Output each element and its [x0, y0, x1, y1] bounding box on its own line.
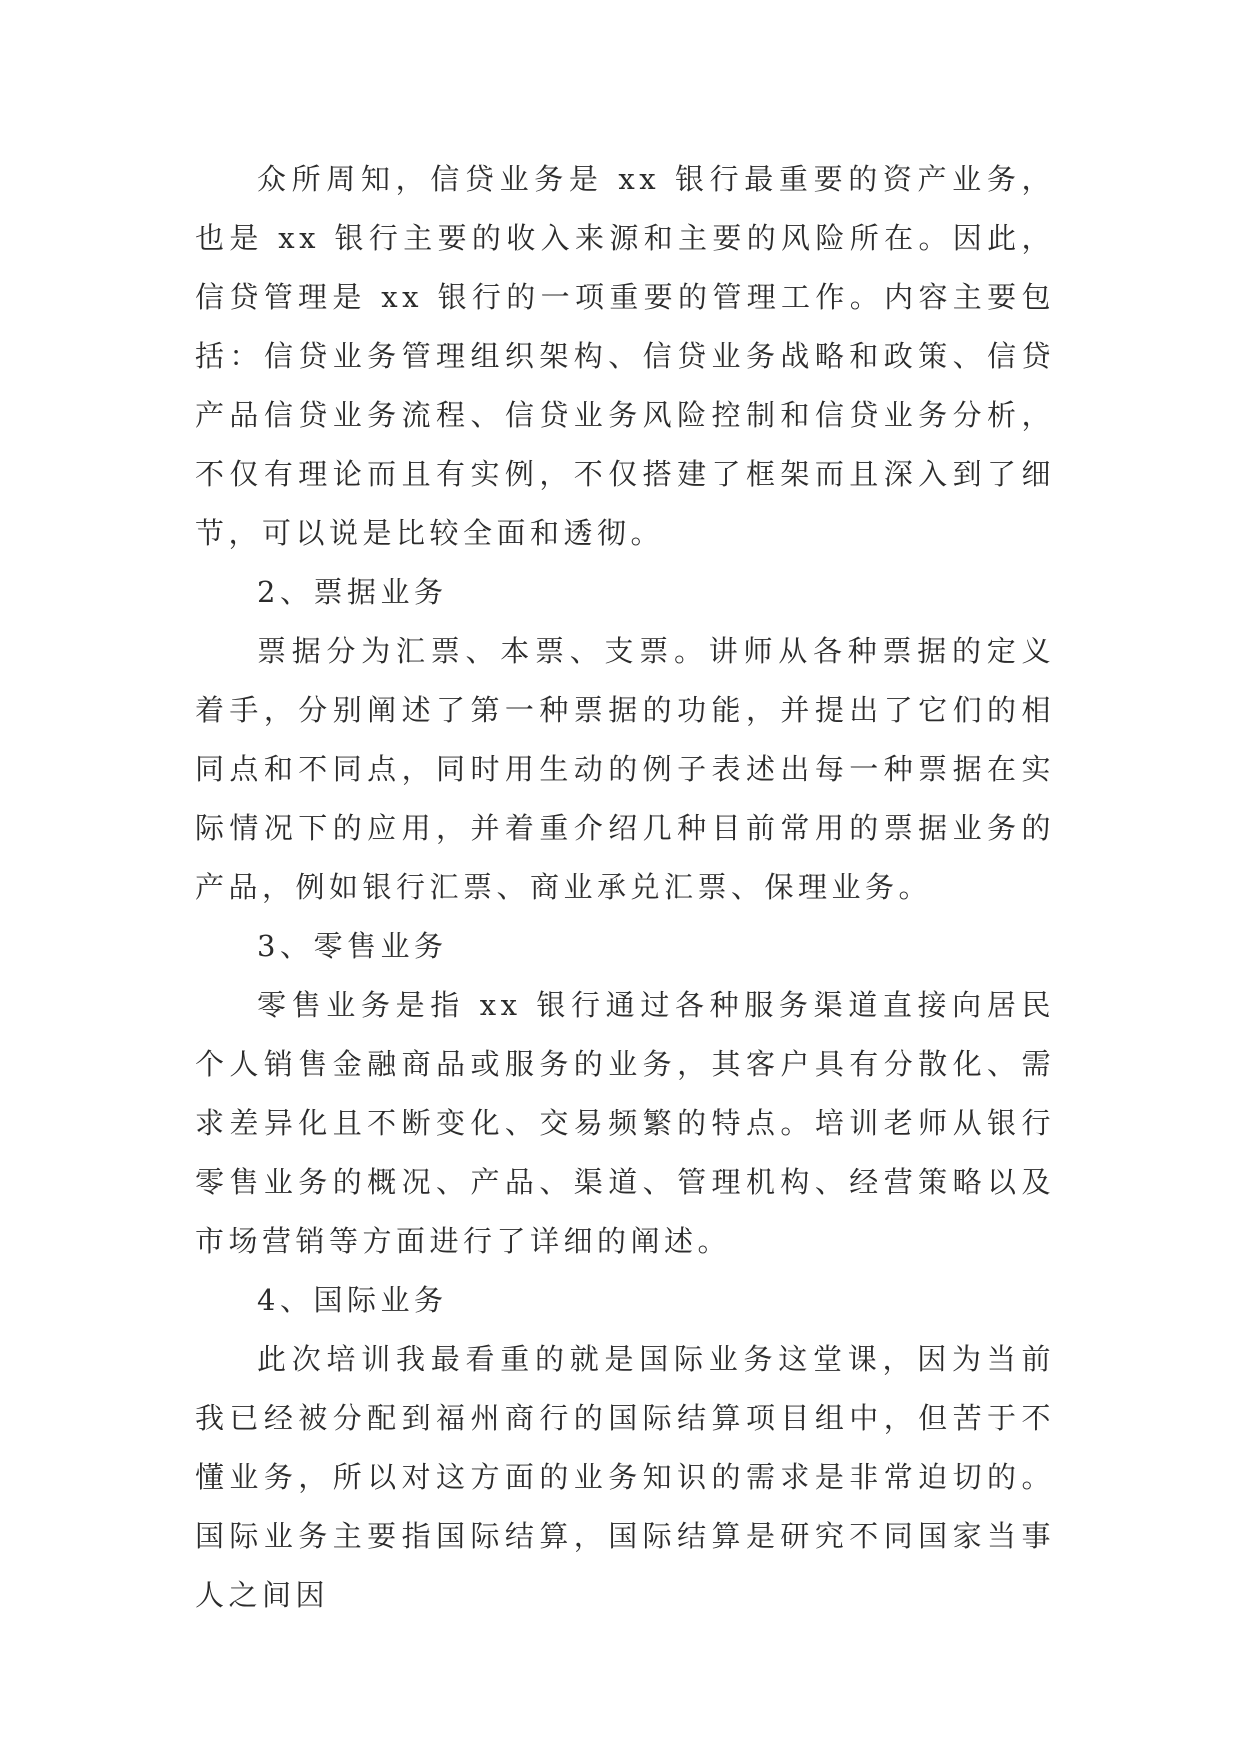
heading-bill-business: 2、票据业务 — [257, 575, 448, 609]
heading-international-business: 4、国际业务 — [257, 1283, 448, 1317]
paragraph-international-business: 此次培训我最看重的就是国际业务这堂课，因为当前我已经被分配到福州商行的国际结算项目组中，但苦于不懂业务，所以对这方面的业务知识的需求是非常迫切的。国际业务主要指国际结算，国际结算是研究不同国家当事人之间因 — [195, 1342, 1055, 1612]
paragraph-credit-business: 众所周知，信贷业务是 xx 银行最重要的资产业务，也是 xx 银行主要的收入来源和主要的风险所在。因此，信贷管理是 xx 银行的一项重要的管理工作。内容主要包括：信贷业务管理组织架构、信贷业务战略和政策、信贷产品信贷业务流程、信贷业务风险控制和信贷业务分析，不仅有理论而且有实例，不仅搭建了框架而且深入到了细节，可以说是比较全面和透彻。 — [195, 162, 1055, 550]
heading-retail-business: 3、零售业务 — [257, 929, 448, 963]
document-page — [195, 150, 1055, 1625]
paragraph-bill-business: 票据分为汇票、本票、支票。讲师从各种票据的定义着手，分别阐述了第一种票据的功能，并提出了它们的相同点和不同点，同时用生动的例子表述出每一种票据在实际情况下的应用，并着重介绍几种目前常用的票据业务的产品，例如银行汇票、商业承兑汇票、保理业务。 — [195, 634, 1055, 904]
paragraph-retail-business: 零售业务是指 xx 银行通过各种服务渠道直接向居民个人销售金融商品或服务的业务，其客户具有分散化、需求差异化且不断变化、交易频繁的特点。培训老师从银行零售业务的概况、产品、渠道、管理机构、经营策略以及市场营销等方面进行了详细的阐述。 — [195, 988, 1055, 1258]
